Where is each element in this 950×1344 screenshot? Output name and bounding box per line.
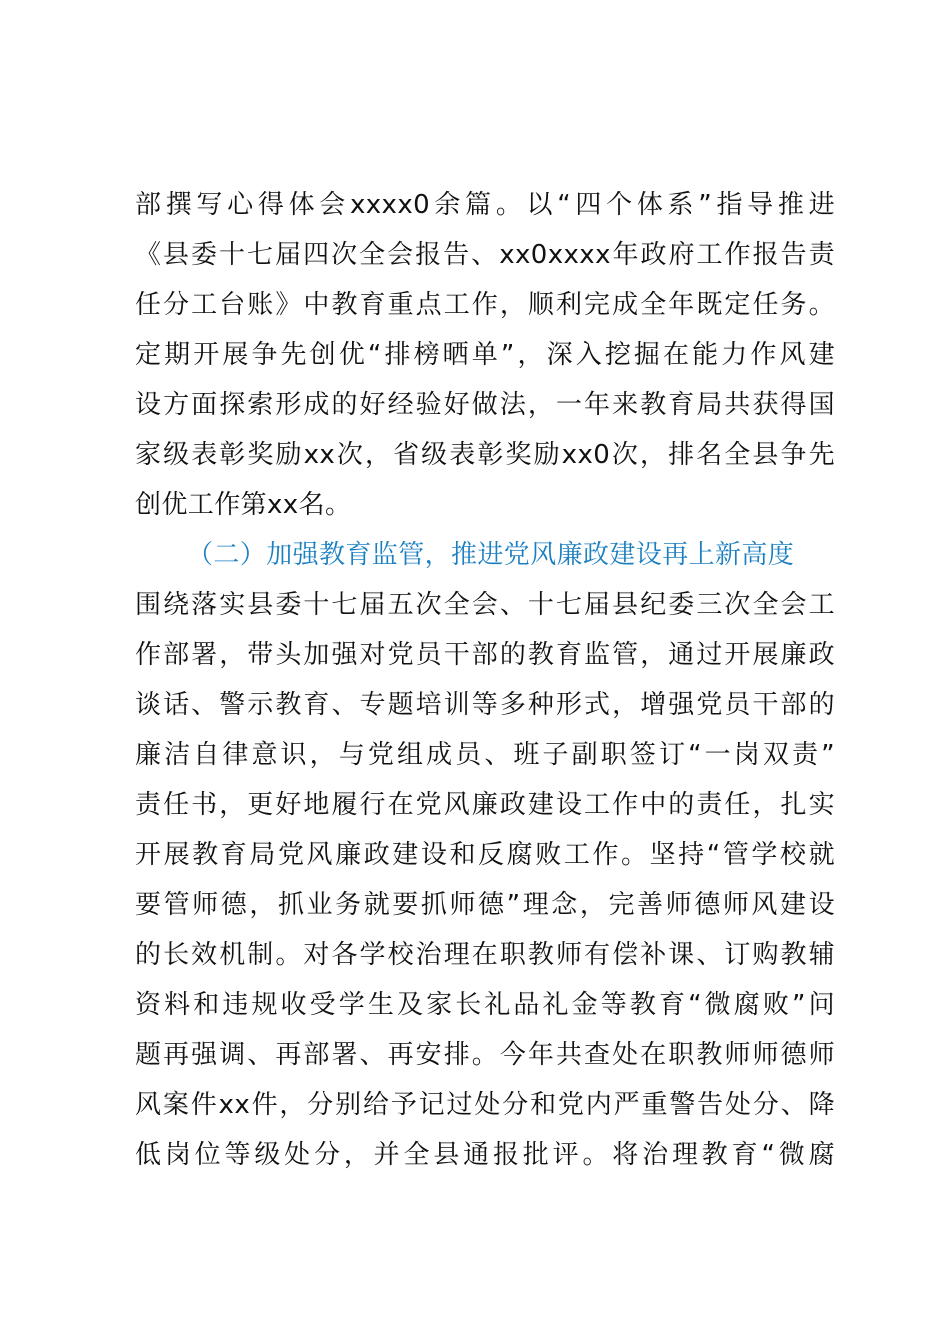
paragraph-1 [135, 180, 835, 530]
paragraph-line: 部撰写心得体会xxxx0余篇。以“四个体系”指导推进 [135, 190, 835, 220]
paragraph-line: 任分工台账》中教育重点工作，顺利完成全年既定任务。 [135, 290, 835, 320]
paragraph-line: 风案件xx件，分别给予记过处分和党内严重警告处分、降 [135, 1090, 835, 1120]
paragraph-line: 创优工作第xx名。 [135, 490, 352, 520]
paragraph-line: 要管师德，抓业务就要抓师德”理念，完善师德师风建设 [135, 890, 835, 920]
paragraph-line: 开展教育局党风廉政建设和反腐败工作。坚持“管学校就 [135, 840, 835, 870]
paragraph-line: 设方面探索形成的好经验好做法，一年来教育局共获得国 [135, 390, 835, 420]
paragraph-2 [135, 580, 835, 1180]
paragraph-line: 廉洁自律意识，与党组成员、班子副职签订“一岗双责” [135, 740, 835, 770]
paragraph-line: 围绕落实县委十七届五次全会、十七届县纪委三次全会工 [135, 590, 835, 620]
paragraph-line: 谈话、警示教育、专题培训等多种形式，增强党员干部的 [135, 690, 835, 720]
section-heading-block [135, 530, 835, 580]
paragraph-line: 责任书，更好地履行在党风廉政建设工作中的责任，扎实 [135, 790, 835, 820]
paragraph-line: 的长效机制。对各学校治理在职教师有偿补课、订购教辅 [135, 940, 835, 970]
paragraph-line: 题再强调、再部署、再安排。今年共查处在职教师师德师 [135, 1040, 835, 1070]
paragraph-line: 低岗位等级处分，并全县通报批评。将治理教育“微腐 [135, 1140, 835, 1170]
paragraph-line: 《县委十七届四次全会报告、xx0xxxx年政府工作报告责 [135, 240, 835, 270]
section-heading: （二）加强教育监管，推进党风廉政建设再上新高度 [187, 540, 795, 570]
paragraph-line: 作部署，带头加强对党员干部的教育监管，通过开展廉政 [135, 640, 835, 670]
paragraph-line: 定期开展争先创优“排榜晒单”，深入挖掘在能力作风建 [135, 340, 835, 370]
paragraph-line: 资料和违规收受学生及家长礼品礼金等教育“微腐败”问 [135, 990, 835, 1020]
paragraph-line: 家级表彰奖励xx次，省级表彰奖励xx0次，排名全县争先 [135, 440, 835, 470]
